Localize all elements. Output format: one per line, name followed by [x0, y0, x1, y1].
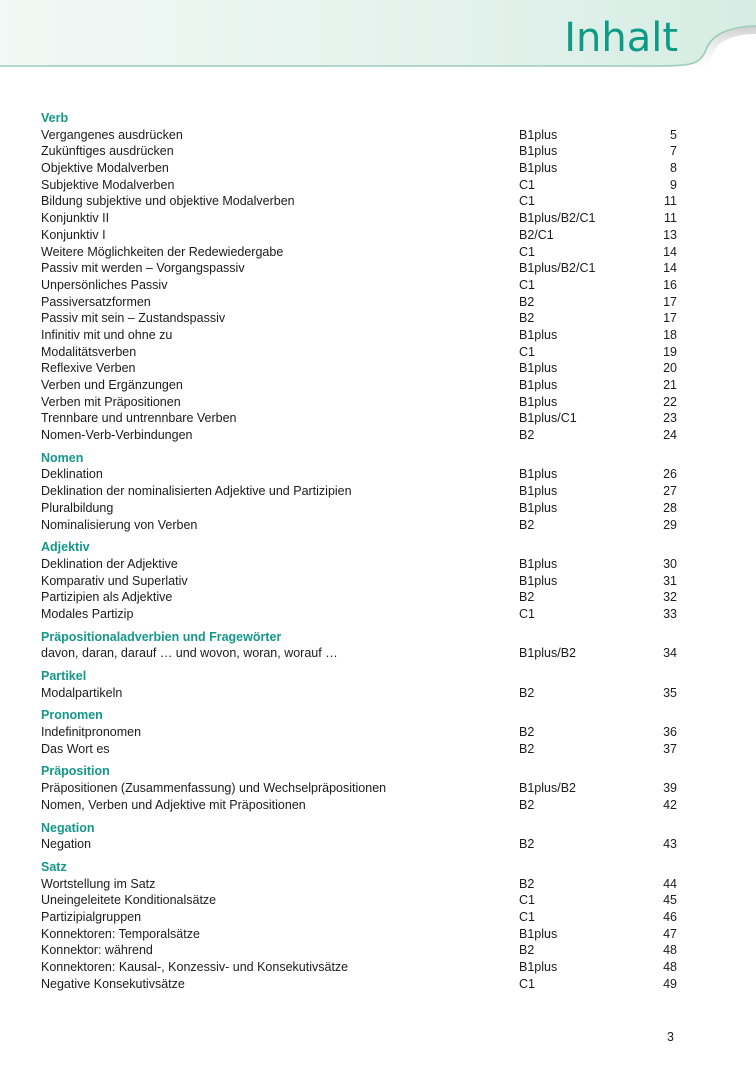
- section-title: Präposition: [41, 764, 110, 779]
- entry-label: Konnektoren: Temporalsätze: [41, 926, 200, 941]
- entry-label: Partizipialgruppen: [41, 909, 142, 924]
- entry-level: B1plus: [519, 394, 558, 409]
- toc-entry: [41, 500, 681, 517]
- toc-entry: [41, 606, 681, 623]
- entry-page: 18: [663, 327, 677, 342]
- entry-level: B2: [519, 294, 535, 309]
- entry-page: 44: [663, 876, 677, 891]
- entry-label: Trennbare und untrennbare Verben: [41, 411, 237, 426]
- entry-level: B2: [519, 876, 535, 891]
- table-of-contents: [41, 110, 681, 998]
- toc-section: [41, 820, 681, 853]
- toc-entry: [41, 926, 681, 943]
- entry-label: Nomen, Verben und Adjektive mit Präpositionen: [41, 797, 306, 812]
- entry-level: B1plus: [519, 500, 558, 515]
- entry-page: 32: [663, 590, 677, 605]
- page-title: Inhalt: [564, 15, 678, 61]
- section-title: Präpositionaladverbien und Fragewörter: [41, 629, 282, 644]
- toc-section: [41, 450, 681, 533]
- entry-level: B2: [519, 685, 535, 700]
- entry-label: Uneingeleitete Konditionalsätze: [41, 893, 217, 908]
- toc-entry: [41, 277, 681, 294]
- entry-page: 27: [663, 484, 677, 499]
- entry-level: C1: [519, 194, 535, 209]
- entry-label: Konnektor: während: [41, 943, 153, 958]
- entry-level: B1plus: [519, 127, 558, 142]
- toc-section: [41, 707, 681, 757]
- toc-entry: [41, 741, 681, 758]
- entry-page: 14: [663, 244, 677, 259]
- toc-entry: [41, 573, 681, 590]
- entry-label: Deklination der nominalisierten Adjektive und Partizipien: [41, 484, 352, 499]
- toc-entry: [41, 160, 681, 177]
- section-title: Negation: [41, 820, 95, 835]
- entry-page: 43: [663, 837, 677, 852]
- toc-entry: [41, 193, 681, 210]
- entry-page: 46: [663, 909, 677, 924]
- toc-entry: [41, 227, 681, 244]
- entry-page: 34: [663, 646, 677, 661]
- entry-label: Pluralbildung: [41, 500, 114, 515]
- entry-label: Passiv mit sein – Zustandspassiv: [41, 311, 226, 326]
- entry-label: Deklination: [41, 467, 103, 482]
- entry-level: C1: [519, 606, 535, 621]
- entry-label: Infinitiv mit und ohne zu: [41, 327, 173, 342]
- entry-level: B2: [519, 725, 535, 740]
- toc-entry: [41, 427, 681, 444]
- section-title: Nomen: [41, 450, 84, 465]
- toc-entry: [41, 556, 681, 573]
- toc-entry: [41, 909, 681, 926]
- entry-page: 48: [663, 960, 677, 974]
- entry-page: 7: [670, 144, 677, 159]
- section-title: Satz: [41, 859, 67, 874]
- entry-level: B1plus: [519, 161, 558, 176]
- entry-label: Bildung subjektive und objektive Modalverben: [41, 194, 295, 209]
- entry-page: 29: [663, 517, 677, 532]
- toc-entry: [41, 959, 681, 976]
- toc-entry: [41, 310, 681, 327]
- toc-entry: [41, 780, 681, 797]
- toc-entry: [41, 589, 681, 606]
- entry-page: 45: [663, 893, 677, 908]
- entry-page: 17: [663, 311, 677, 326]
- entry-page: 48: [663, 943, 677, 958]
- entry-level: B1plus: [519, 144, 558, 159]
- toc-entry: [41, 244, 681, 261]
- entry-page: 31: [663, 573, 677, 588]
- toc-entry: [41, 517, 681, 534]
- toc-entry: [41, 645, 681, 662]
- toc-entry: [41, 410, 681, 427]
- toc-entry: [41, 360, 681, 377]
- entry-page: 28: [663, 500, 677, 515]
- entry-page: 17: [663, 294, 677, 309]
- entry-level: B1plus: [519, 378, 558, 392]
- entry-level: C1: [519, 976, 535, 991]
- entry-label: Präpositionen (Zusammenfassung) und Wechselpräpositionen: [41, 781, 387, 796]
- entry-level: B1plus: [519, 327, 558, 342]
- entry-level: C1: [519, 344, 535, 359]
- entry-level: C1: [519, 893, 535, 908]
- toc-section: [41, 668, 681, 701]
- entry-level: B2: [519, 943, 535, 958]
- entry-page: 9: [670, 177, 677, 192]
- entry-label: Nomen-Verb-Verbindungen: [41, 428, 193, 443]
- toc-entry: [41, 483, 681, 500]
- toc-entry: [41, 466, 681, 483]
- toc-entry: [41, 344, 681, 361]
- entry-page: 14: [663, 261, 677, 276]
- toc-entry: [41, 876, 681, 893]
- entry-label: Indefinitpronomen: [41, 725, 142, 740]
- entry-page: 37: [663, 741, 677, 756]
- entry-level: B2: [519, 517, 535, 532]
- entry-label: Subjektive Modalverben: [41, 177, 175, 192]
- toc-section: [41, 629, 681, 662]
- section-title: Adjektiv: [41, 540, 90, 555]
- entry-label: Reflexive Verben: [41, 361, 136, 376]
- entry-label: Weitere Möglichkeiten der Redewiedergabe: [41, 244, 284, 259]
- entry-level: B2: [519, 741, 535, 756]
- toc-entry: [41, 797, 681, 814]
- entry-page: 47: [663, 926, 677, 941]
- toc-entry: [41, 127, 681, 144]
- entry-page: 49: [663, 976, 677, 991]
- entry-page: 8: [670, 161, 677, 176]
- entry-label: Konnektoren: Kausal-, Konzessiv- und Konsekutivsätze: [41, 960, 349, 974]
- entry-label: Negation: [41, 837, 92, 852]
- entry-level: C1: [519, 244, 535, 259]
- entry-page: 36: [663, 725, 677, 740]
- entry-level: B1plus: [519, 467, 558, 482]
- entry-level: B1plus/B2/C1: [519, 211, 596, 226]
- entry-label: Wortstellung im Satz: [41, 876, 156, 891]
- toc-entry: [41, 685, 681, 702]
- entry-label: Deklination der Adjektive: [41, 556, 178, 571]
- entry-level: B2: [519, 428, 535, 443]
- entry-level: C1: [519, 277, 535, 292]
- entry-level: B1plus: [519, 573, 558, 588]
- entry-level: B2/C1: [519, 227, 554, 242]
- entry-label: Nominalisierung von Verben: [41, 517, 198, 532]
- entry-page: 21: [663, 378, 677, 392]
- entry-level: B1plus/B2/C1: [519, 261, 596, 276]
- toc-section: [41, 110, 681, 444]
- entry-page: 30: [663, 556, 677, 571]
- entry-label: Negative Konsekutivsätze: [41, 976, 185, 991]
- section-title: Verb: [41, 111, 69, 125]
- entry-label: Konjunktiv I: [41, 227, 106, 242]
- entry-page: 26: [663, 467, 677, 482]
- entry-page: 19: [663, 344, 677, 359]
- entry-page: 23: [663, 411, 677, 426]
- entry-page: 13: [663, 227, 677, 242]
- toc-entry: [41, 294, 681, 311]
- entry-label: Modalitätsverben: [41, 344, 137, 359]
- entry-level: B2: [519, 837, 535, 852]
- entry-page: 35: [663, 685, 677, 700]
- entry-label: Objektive Modalverben: [41, 161, 169, 176]
- entry-page: 20: [663, 361, 677, 376]
- toc-entry: [41, 976, 681, 993]
- entry-page: 33: [663, 606, 677, 621]
- entry-level: B1plus/B2: [519, 646, 576, 661]
- entry-level: B1plus: [519, 361, 558, 376]
- toc-section: [41, 539, 681, 622]
- entry-page: 16: [663, 277, 677, 292]
- toc-entry: [41, 143, 681, 160]
- entry-label: Passiv mit werden – Vorgangspassiv: [41, 261, 245, 276]
- entry-label: Passiversatzformen: [41, 294, 151, 309]
- toc-section: [41, 763, 681, 813]
- entry-page: 24: [663, 428, 677, 443]
- entry-level: B2: [519, 797, 535, 812]
- entry-page: 22: [663, 394, 677, 409]
- page-number: 3: [667, 1030, 674, 1044]
- toc-entry: [41, 394, 681, 411]
- entry-level: C1: [519, 177, 535, 192]
- entry-level: B1plus: [519, 960, 558, 974]
- entry-level: B1plus/C1: [519, 411, 577, 426]
- entry-level: B1plus: [519, 556, 558, 571]
- entry-label: Verben mit Präpositionen: [41, 394, 181, 409]
- toc-entry: [41, 377, 681, 394]
- entry-label: Unpersönliches Passiv: [41, 277, 168, 292]
- toc-entry: [41, 177, 681, 194]
- entry-label: Partizipien als Adjektive: [41, 590, 173, 605]
- toc-entry: [41, 892, 681, 909]
- entry-page: 42: [663, 797, 677, 812]
- section-title: Pronomen: [41, 708, 103, 723]
- toc-entry: [41, 836, 681, 853]
- entry-label: Verben und Ergänzungen: [41, 378, 183, 392]
- entry-label: Das Wort es: [41, 741, 110, 756]
- entry-label: Modalpartikeln: [41, 685, 123, 700]
- entry-label: Vergangenes ausdrücken: [41, 127, 183, 142]
- toc-entry: [41, 260, 681, 277]
- toc-entry: [41, 327, 681, 344]
- entry-level: B2: [519, 590, 535, 605]
- entry-page: 11: [664, 194, 677, 209]
- entry-page: 5: [670, 127, 677, 142]
- entry-label: Komparativ und Superlativ: [41, 573, 188, 588]
- entry-page: 11: [664, 211, 677, 226]
- entry-level: B1plus: [519, 926, 558, 941]
- toc-section: [41, 859, 681, 993]
- entry-level: B2: [519, 311, 535, 326]
- entry-page: 39: [663, 781, 677, 796]
- entry-level: B1plus: [519, 484, 558, 499]
- entry-label: Modales Partizip: [41, 606, 134, 621]
- entry-label: davon, daran, darauf … und wovon, woran, worauf …: [41, 646, 338, 661]
- entry-level: C1: [519, 909, 535, 924]
- entry-label: Zukünftiges ausdrücken: [41, 144, 174, 159]
- toc-entry: [41, 942, 681, 959]
- section-title: Partikel: [41, 669, 87, 683]
- toc-entry: [41, 724, 681, 741]
- entry-label: Konjunktiv II: [41, 211, 110, 226]
- entry-level: B1plus/B2: [519, 781, 576, 796]
- toc-entry: [41, 210, 681, 227]
